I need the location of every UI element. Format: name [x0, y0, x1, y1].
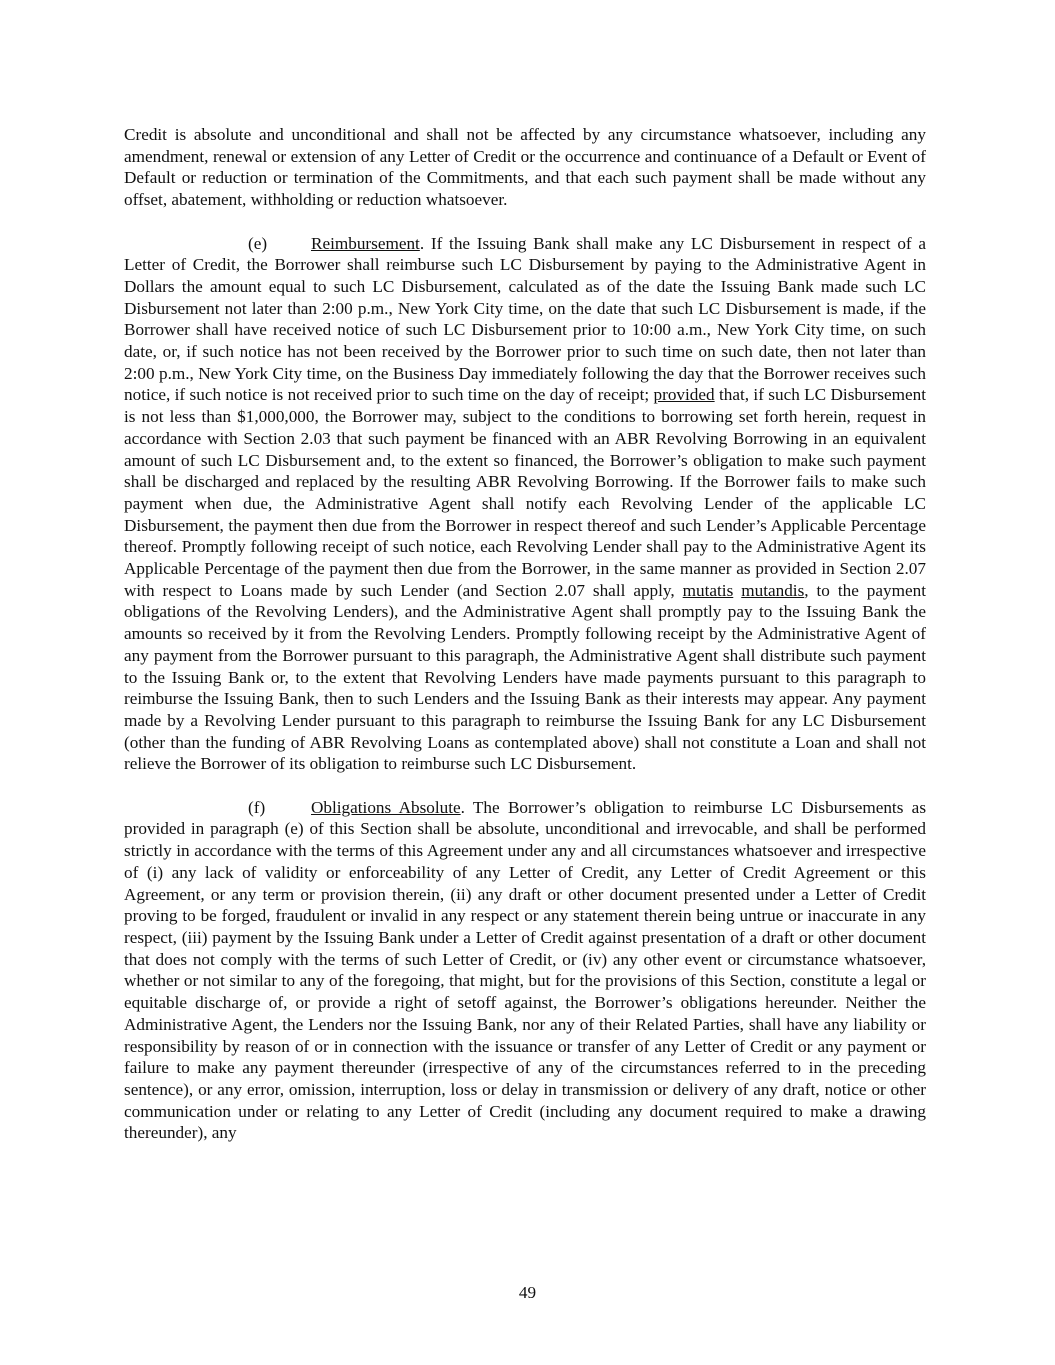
section-e-text-part2: that, if such LC Disbursement is not less than $1,000,000, the Borrower may, subject to the conditions to borrowing set forth herein, request in accordance with Section 2.03 that such payment be financed with an ABR Revolving Borrowing in an equivalent amount of such LC Disbursement and, to the extent so financed, the Borrower’s obligation to make such payment shall be discharged and replaced by the resulting ABR Revolving Borrowing. If the Borrower fails to make such payment when due, the Administrative Agent shall notify each Revolving Lender of the applicable LC Disbursement, the payment then due from the Borrower in respect thereof and such Lender’s Applicable Percentage thereof. Promptly following receipt of such notice, each Revolving Lender shall pay to the Administrative Agent its Applicable Percentage of the payment then due from the Borrower, in the same manner as provided in Section 2.07 with respect to Loans made by such Lender (and Section 2.07 shall apply,	[124, 385, 926, 600]
mutandis-term: mutandis	[741, 580, 805, 600]
mutatis-term: mutatis	[682, 580, 734, 600]
section-e-text-part1: . If the Issuing Bank shall make any LC Disbursement in respect of a Letter of Credit, the Borrower shall reimburse such LC Disbursement by paying to the Administrative Agent in Dollars the amount equal to such LC Disbursement, calculated as of the date the Issuing Bank made such LC Disbursement not later than 2:00 p.m., New York City time, on the date that such LC Disbursement is made, if the Borrower shall have received notice of such LC Disbursement prior to 10:00 a.m., New York City time, on such date, or, if such notice has not been received by the Borrower prior to such time on such date, then not later than 2:00 p.m., New York City time, on the Business Day immediately following the day that the Borrower receives such notice, if such notice is not received prior to such time on the day of receipt;	[124, 233, 926, 405]
section-e-paragraph	[124, 233, 926, 776]
continuation-paragraph: Credit is absolute and unconditional and shall not be affected by any circumstance whatsoever, including any amendment, renewal or extension of any Letter of Credit or the occurrence and continuance of a Default or Event of Default or reduction or termination of the Commitments, and that each such payment shall be made without any offset, abatement, withholding or reduction whatsoever.	[124, 125, 926, 210]
section-f-heading: Obligations Absolute	[311, 797, 461, 817]
section-e-marker: (e)	[248, 233, 268, 253]
section-e-heading: Reimbursement	[311, 233, 420, 253]
section-f-paragraph	[124, 797, 926, 1144]
page-number: 49	[518, 1283, 537, 1302]
section-f-text: . The Borrower’s obligation to reimburse LC Disbursements as provided in paragraph (e) of this Section shall be absolute, unconditional and irrevocable, and shall be performed strictly in accordance with the terms of this Agreement under any and all circumstances whatsoever and irrespective of (i) any lack of validity or enforceability of any Letter of Credit, any Letter of Credit Agreement or this Agreement, or any term or provision therein, (ii) any draft or other document presented under a Letter of Credit proving to be forged, fraudulent or invalid in any respect or any statement therein being untrue or inaccurate in any respect, (iii) payment by the Issuing Bank under a Letter of Credit against presentation of a draft or other document that does not comply with the terms of such Letter of Credit, or (iv) any other event or circumstance whatsoever, whether or not similar to any of the foregoing, that might, but for the provisions of this Section, constitute a legal or equitable discharge of, or provide a right of setoff against, the Borrower’s obligations hereunder. Neither the Administrative Agent, the Lenders nor the Issuing Bank, nor any of their Related Parties, shall have any liability or responsibility by reason of or in connection with the issuance or transfer of any Letter of Credit or any payment or failure to make any payment thereunder (irrespective of any of the circumstances referred to in the preceding sentence), or any error, omission, interruption, loss or delay in transmission or delivery of any draft, notice or other communication under or relating to any Letter of Credit (including any document required to make a drawing thereunder), any	[124, 797, 927, 1143]
section-e-text-part3: , to the payment obligations of the Revolving Lenders), and the Administrative Agent shall promptly pay to the Issuing Bank the amounts so received by it from the Revolving Lenders. Promptly following receipt by the Administrative Agent of any payment from the Borrower pursuant to this paragraph, the Administrative Agent shall distribute such payment to the Issuing Bank or, to the extent that Revolving Lenders have made payments pursuant to this paragraph to reimburse the Issuing Bank, then to such Lenders and the Issuing Bank as their interests may appear. Any payment made by a Revolving Lender pursuant to this paragraph to reimburse the Issuing Bank for any LC Disbursement (other than the funding of ABR Revolving Loans as contemplated above) shall not constitute a Loan and shall not relieve the Borrower of its obligation to reimburse such LC Disbursement.	[124, 580, 926, 774]
section-f-marker: (f)	[248, 797, 266, 817]
provided-term: provided	[653, 385, 715, 405]
document-body	[124, 124, 926, 1166]
